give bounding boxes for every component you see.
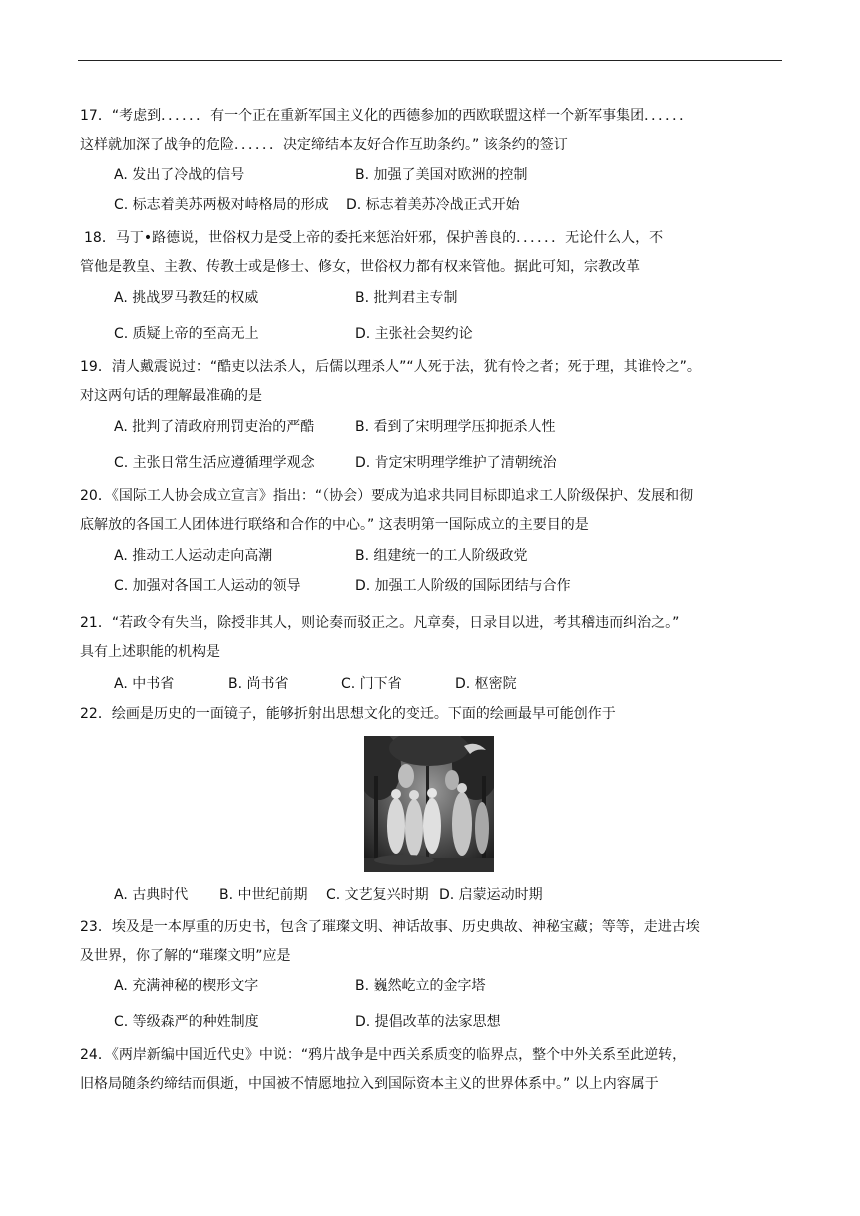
question-21-stem-line-1: 21．“若政令有失当，除授非其人，则论奏而驳正之。凡章奏，日录目以进，考其稽违而纠治之。” [80,615,680,631]
header-rule [78,60,782,61]
question-20-option-a: A. 推动工人运动走向高潮 [114,548,273,564]
question-18-option-d: D. 主张社会契约论 [355,326,473,342]
question-18-option-a: A. 挑战罗马教廷的权威 [114,290,259,306]
question-21-option-d: D. 枢密院 [455,676,517,692]
question-20-option-d: D. 加强工人阶级的国际团结与合作 [355,578,571,594]
question-23-option-a: A. 充满神秘的楔形文字 [114,978,259,994]
question-19-option-a: A. 批判了清政府刑罚吏治的严酷 [114,419,315,435]
question-17-stem-line-1: 17．“考虑到．．．．．．有一个正在重新军国主义化的西德参加的西欧联盟这样一个新军事集团．．．．．． [80,108,694,124]
question-21-option-b: B. 尚书省 [228,676,289,692]
question-22-stem-line-1: 22．绘画是历史的一面镜子，能够折射出思想文化的变迁。下面的绘画最早可能创作于 [80,706,616,722]
question-23-stem-line-2: 及世界，你了解的“璀璨文明”应是 [80,948,291,964]
question-21-option-c: C. 门下省 [341,676,402,692]
question-18-option-c: C. 质疑上帝的至高无上 [114,326,259,342]
question-19-option-b: B. 看到了宋明理学压抑扼杀人性 [355,419,556,435]
question-20-option-c: C. 加强对各国工人运动的领导 [114,578,301,594]
question-20-option-b: B. 组建统一的工人阶级政党 [355,548,528,564]
question-22-option-d: D. 启蒙运动时期 [439,887,543,903]
question-20-stem-line-2: 底解放的各国工人团体进行联络和合作的中心。” 这表明第一国际成立的主要目的是 [80,517,589,533]
question-23-stem-line-1: 23．埃及是一本厚重的历史书，包含了璀璨文明、神话故事、历史典故、神秘宝藏；等等，走进古埃 [80,919,700,935]
question-21-stem-line-2: 具有上述职能的机构是 [80,644,220,660]
question-19-option-d: D. 肯定宋明理学维护了清朝统治 [355,455,557,471]
question-23-option-b: B. 巍然屹立的金字塔 [355,978,486,994]
question-18-stem-line-2: 管他是教皇、主教、传教士或是修士、修女，世俗权力都有权来管他。据此可知，宗教改革 [80,259,640,275]
question-24-stem-line-2: 旧格局随条约缔结而俱逝，中国被不情愿地拉入到国际资本主义的世界体系中。” 以上内容属于 [80,1076,659,1092]
question-18-stem-line-1: 18．马丁•路德说，世俗权力是受上帝的委托来惩治奸邪，保护善良的．．．．．．无论什么人，不 [84,230,664,246]
question-20-stem-line-1: 20．《国际工人协会成立宣言》指出：“（协会）要成为追求共同目标即追求工人阶级保护、发展和彻 [80,488,694,504]
question-22-option-b: B. 中世纪前期 [219,887,308,903]
question-23-option-c: C. 等级森严的种姓制度 [114,1014,259,1030]
question-17-stem-line-2: 这样就加深了战争的危险．．．．．．决定缔结本友好合作互助条约。” 该条约的签订 [80,137,568,153]
renaissance-painting-image [364,736,494,872]
question-21-option-a: A. 中书省 [114,676,175,692]
question-17-option-b: B. 加强了美国对欧洲的控制 [355,167,528,183]
question-22-option-a: A. 古典时代 [114,887,189,903]
question-19-option-c: C. 主张日常生活应遵循理学观念 [114,455,315,471]
question-17-option-c: C. 标志着美苏两极对峙格局的形成 [114,197,329,213]
question-18-option-b: B. 批判君主专制 [355,290,458,306]
question-22-option-c: C. 文艺复兴时期 [326,887,429,903]
question-24-stem-line-1: 24．《两岸新编中国近代史》中说：“鸦片战争是中西关系质变的临界点，整个中外关系至此逆转， [80,1047,687,1063]
question-19-stem-line-1: 19．清人戴震说过：“酷吏以法杀人，后儒以理杀人”“人死于法，犹有怜之者；死于理，其谁怜之”。 [80,359,701,375]
question-17-option-a: A. 发出了冷战的信号 [114,167,245,183]
question-23-option-d: D. 提倡改革的法家思想 [355,1014,501,1030]
question-19-stem-line-2: 对这两句话的理解最准确的是 [80,388,262,404]
question-17-option-d: D. 标志着美苏冷战正式开始 [346,197,520,213]
